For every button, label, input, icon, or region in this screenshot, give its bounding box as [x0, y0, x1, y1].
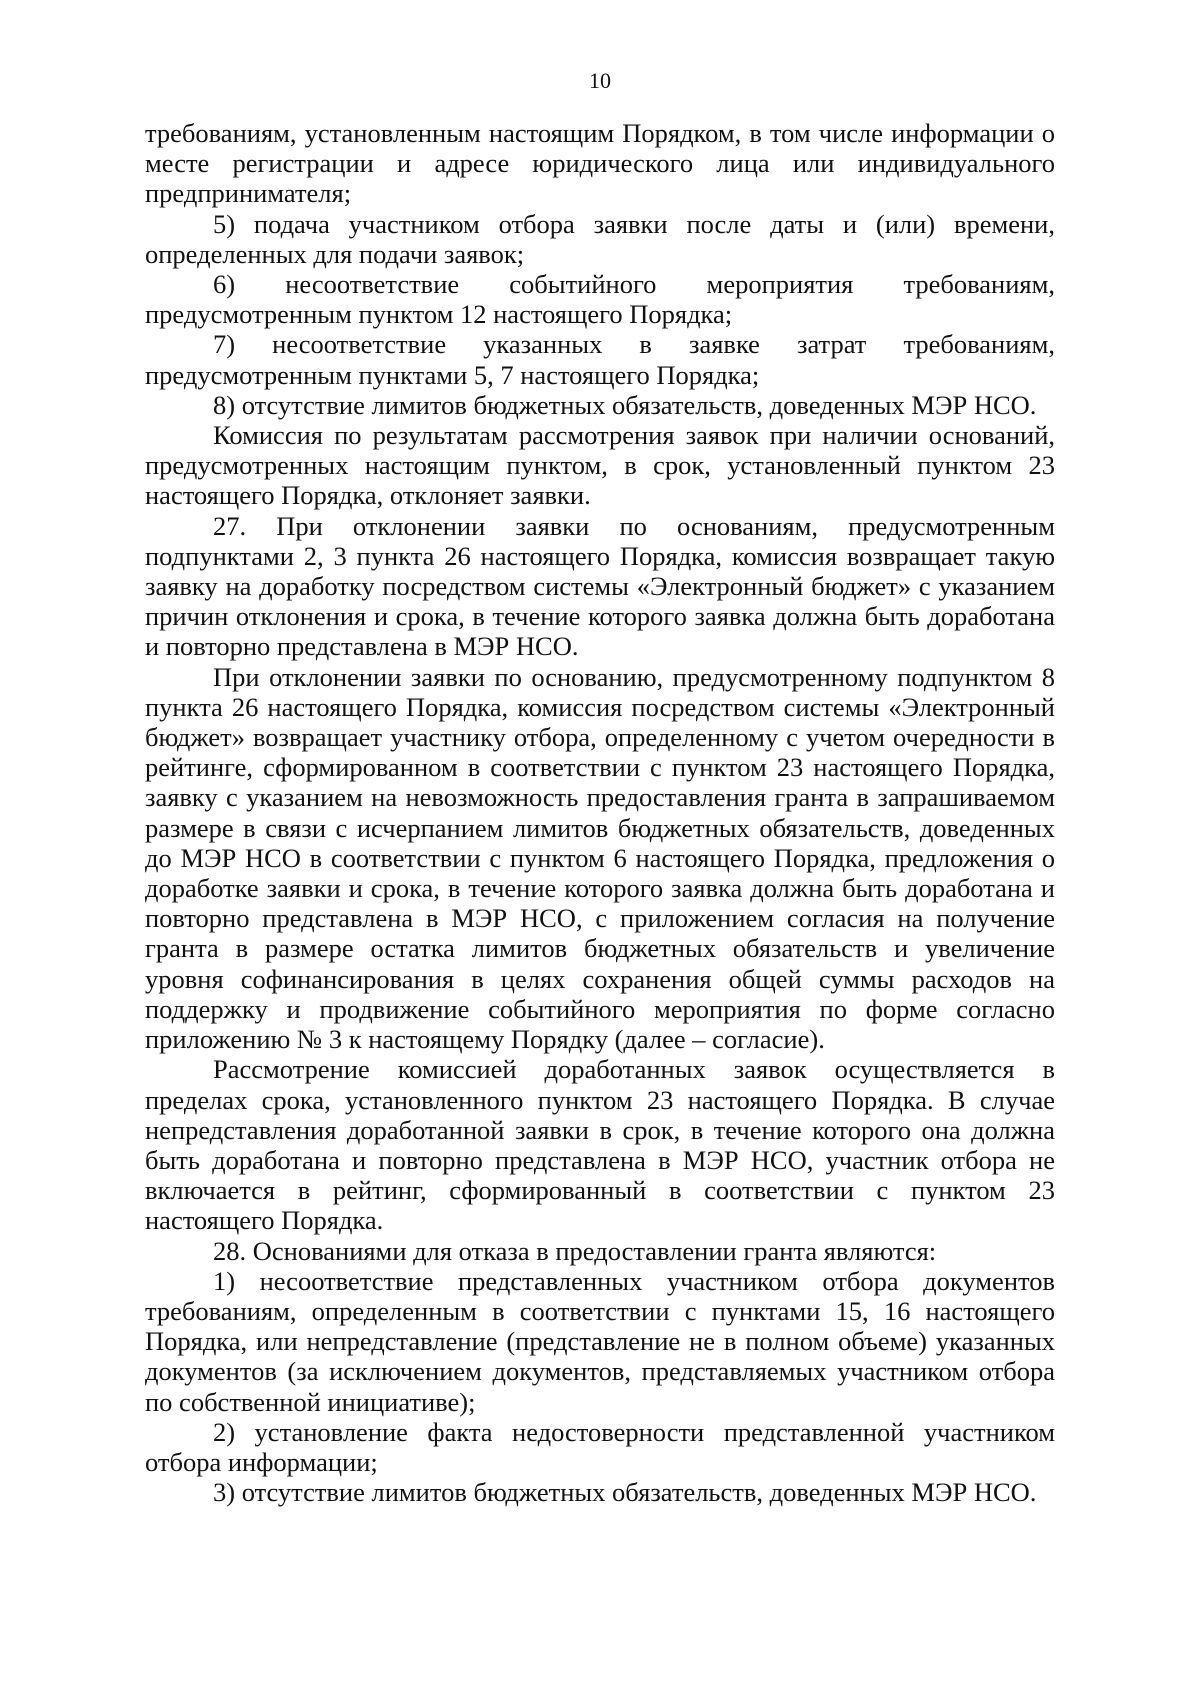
page-number: 10	[589, 68, 611, 93]
paragraph: 6) несоответствие событийного мероприятия требованиям, предусмотренным пунктом 12 настоящего Порядка;	[145, 269, 1055, 330]
paragraph: Комиссия по результатам рассмотрения заявок при наличии оснований, предусмотренных настоящим пунктом, в срок, установленный пунктом 23 настоящего Порядка, отклоняет заявки.	[145, 420, 1055, 511]
paragraph: 3) отсутствие лимитов бюджетных обязательств, доведенных МЭР НСО.	[213, 1477, 1037, 1508]
paragraph: 2) установление факта недостоверности представленной участником отбора информации;	[145, 1416, 1055, 1477]
document-body	[145, 118, 1055, 1507]
paragraph: При отклонении заявки по основанию, предусмотренному подпунктом 8 пункта 26 настоящего Порядка, комиссия посредством системы «Электронный бюджет» возвращает участнику отбора, определенному с учетом очередности в рейтинге, сформированном в соответствии с пунктом 23 настоящего Порядка, заявку с указанием на невозможность предоставления гранта в запрашиваемом размере в связи с исчерпанием лимитов бюджетных обязательств, доведенных до МЭР НСО в соответствии с пунктом 6 настоящего Порядка, предложения о доработке заявки и срока, в течение которого заявка должна быть доработана и повторно представлена в МЭР НСО, с приложением согласия на получение гранта в размере остатка лимитов бюджетных обязательств и увеличение уровня софинансирования в целях сохранения общей суммы расходов на поддержку и продвижение событийного мероприятия по форме согласно приложению № 3 к настоящему Порядку (далее – согласие).	[145, 661, 1055, 1055]
paragraph: 5) подача участником отбора заявки после даты и (или) времени, определенных для подачи заявок;	[145, 208, 1055, 269]
paragraph: 8) отсутствие лимитов бюджетных обязательств, доведенных МЭР НСО.	[213, 389, 1037, 420]
paragraph: 28. Основаниями для отказа в предоставлении гранта являются:	[213, 1235, 937, 1266]
paragraph: 1) несоответствие представленных участником отбора документов требованиям, определенным в соответствии с пунктами 15, 16 настоящего Порядка, или непредставление (представление не в полном объеме) указанных документов (за исключением документов, представляемых участником отбора по собственной инициативе);	[145, 1265, 1055, 1417]
paragraph: 7) несоответствие указанных в заявке затрат требованиям, предусмотренным пунктами 5, 7 настоящего Порядка;	[145, 329, 1055, 390]
paragraph: Рассмотрение комиссией доработанных заявок осуществляется в пределах срока, установленного пунктом 23 настоящего Порядка. В случае непредставления доработанной заявки в срок, в течение которого она должна быть доработана и повторно представлена в МЭР НСО, участник отбора не включается в рейтинг, сформированный в соответствии с пунктом 23 настоящего Порядка.	[145, 1054, 1055, 1236]
paragraph: 27. При отклонении заявки по основаниям, предусмотренным подпунктами 2, 3 пункта 26 настоящего Порядка, комиссия возвращает такую заявку на доработку посредством системы «Электронный бюджет» с указанием причин отклонения и срока, в течение которого заявка должна быть доработана и повторно представлена в МЭР НСО.	[145, 510, 1055, 662]
paragraph: требованиям, установленным настоящим Порядком, в том числе информации о месте регистрации и адресе юридического лица или индивидуального предпринимателя;	[145, 118, 1055, 209]
